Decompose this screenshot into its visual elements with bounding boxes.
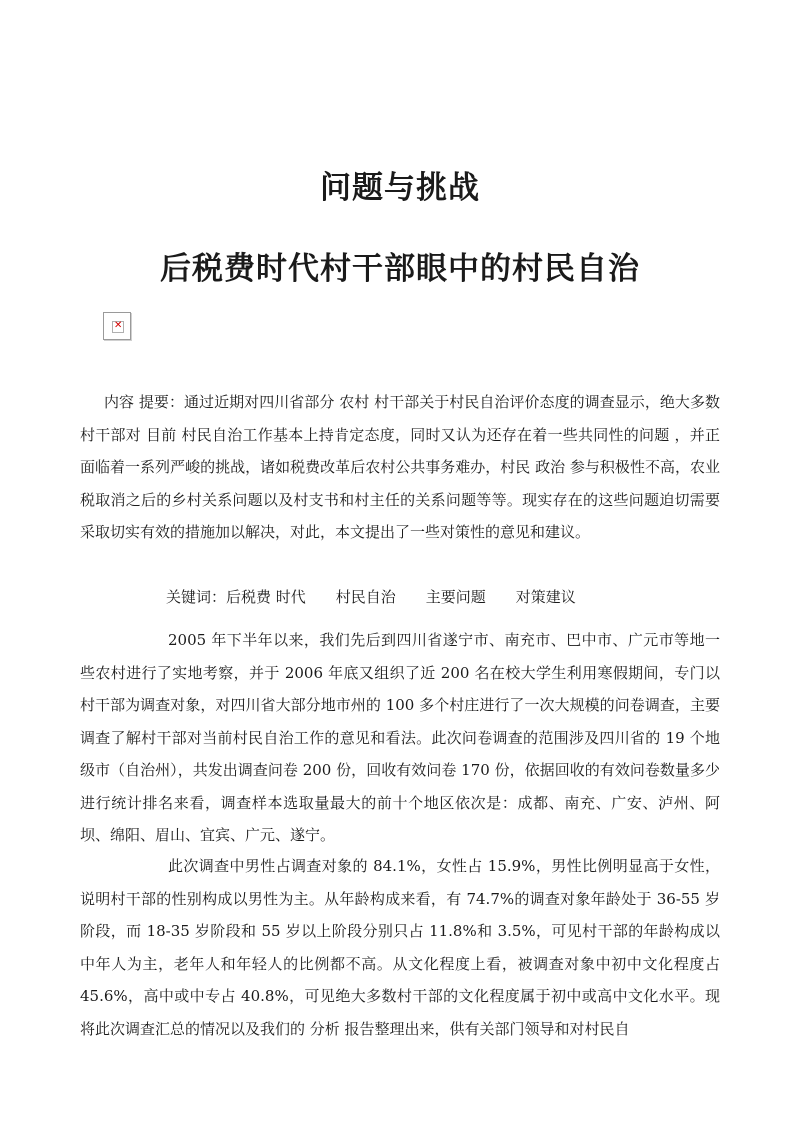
broken-image-icon [103,312,131,340]
document-subtitle: 后税费时代村干部眼中的村民自治 [160,251,640,287]
abstract-paragraph: 内容 提要：通过近期对四川省部分 农村 村干部关于村民自治评价态度的调查显示，绝大多数村干部对 目前 村民自治工作基本上持肯定态度，同时又认为还存在着一些共同性的问题 ，并正面临着一系列严峻的挑战，诸如税费改革后农村公共事务难办，村民 政治 参与积极性不高，农业税取消之后的乡村关系问题以及村支书和村主任的关系问题等等。现实存在的这些问题迫切需要采取切实有效的措施加以解决，对此，本文提出了一些对策性的意见和建议。 [80,393,720,541]
document-title: 问题与挑战 [320,170,480,206]
body-paragraph: 此次调查中男性占调查对象的 84.1%，女性占 15.9%，男性比例明显高于女性，说明村干部的性别构成以男性为主。从年龄构成来看，有 74.7%的调查对象年龄处于 36-55 岁阶段，而 18-35 岁阶段和 55 岁以上阶段分别只占 11.8%和 3.5%，可见村干部的年龄构成以中年人为主，老年人和年轻人的比例都不高。从文化程度上看，被调查对象中初中文化程度占 45.6%，高中或中专占 40.8%，可见绝大多数村干部的文化程度属于初中或高中文化水平。现将此次调查汇总的情况以及我们的 分析 报告整理出来，供有关部门领导和对村民自 [80,857,720,1038]
keywords-line: 关键词：后税费 时代 村民自治 主要问题 对策建议 [166,588,576,606]
broken-image-frame [112,321,124,333]
body-paragraph: 2005 年下半年以来，我们先后到四川省遂宁市、南充市、巴中市、广元市等地一些农村进行了实地考察，并于 2006 年底又组织了近 200 名在校大学生利用寒假期间，专门以村干部为调查对象，对四川省大部分地市州的 100 多个村庄进行了一次大规模的问卷调查，主要调查了解村干部对当前村民自治工作的意见和看法。此次问卷调查的范围涉及四川省的 19 个地级市（自治州），共发出调查问卷 200 份，回收有效问卷 170 份，依据回收的有效问卷数量多少进行统计排名来看，调查样本选取量最大的前十个地区依次是：成都、南充、广安、泸州、阿坝、绵阳、眉山、宜宾、广元、遂宁。 [80,631,720,844]
close-x-icon: ✕ [114,320,123,331]
